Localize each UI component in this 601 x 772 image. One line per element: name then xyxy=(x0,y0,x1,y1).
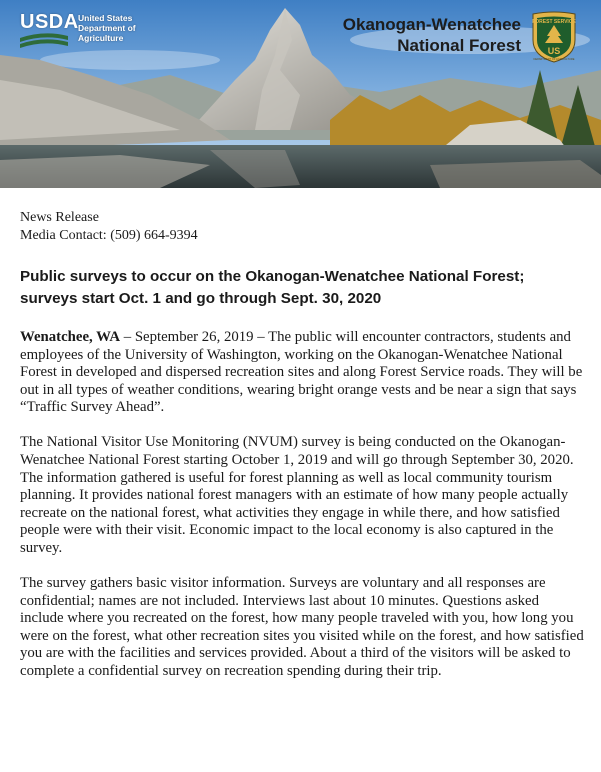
usda-department-name: United States Department of Agriculture xyxy=(78,13,136,43)
forest-service-shield-icon xyxy=(529,10,579,64)
forest-name-line1: Okanogan-Wenatchee xyxy=(342,15,521,34)
paragraph-3: The survey gathers basic visitor information. Surveys are voluntary and all responses are confidential; names are not included. Interviews last about 10 minutes. Questions asked include where you recreated on the forest, how many people traveled with you, how long you were on the forest, what other recreation sites you visited while on the forest, and how satisfied you are with the facilities and services provided. About a third of the visitors will be asked to complete a confidential survey on recreation spending during their trip. xyxy=(20,574,584,679)
article-body xyxy=(20,329,585,698)
release-type: News Release xyxy=(20,210,99,225)
release-header xyxy=(20,209,198,245)
shield-bottom-text: DEPARTMENT OF AGRICULTURE xyxy=(533,58,575,61)
dateline: Wenatchee, WA xyxy=(20,329,121,345)
paragraph-2: The National Visitor Use Monitoring (NVUM) survey is being conducted on the Okanogan-Wenatchee National Forest starting October 1, 2019 and will go through September 30, 2020. The information gathered is useful for forest planning as well as local community tourism planning. It provides national forest managers with an estimate of how many people actually recreate on the national forest, what activities they engage in while there, and how satisfied people were with their visit. Economic impact to the local economy is also captured in the survey. xyxy=(20,434,574,556)
shield-top-text: FOREST SERVICE xyxy=(532,19,576,25)
headline: Public surveys to occur on the Okanogan-Wenatchee National Forest; surveys start Oct. 1 and go through Sept. 30, 2020 xyxy=(20,268,525,307)
header-banner xyxy=(0,0,601,188)
paragraph-1 xyxy=(20,329,585,417)
forest-name xyxy=(343,14,521,56)
usda-wordmark: USDA xyxy=(20,11,79,33)
media-contact: Media Contact: (509) 664-9394 xyxy=(20,228,198,243)
paragraph-1-text: – September 26, 2019 – The public will encounter contractors, students and employees of the University of Washington, working on the Okanogan-Wenatchee National Forest in developed and dispersed recreation sites and along Forest Service roads. They will be out in all types of weather conditions, wearing bright orange vests and be near a sign that says “Traffic Survey Ahead”. xyxy=(20,329,583,416)
forest-name-line2: National Forest xyxy=(397,36,521,55)
shield-letters: US xyxy=(547,46,561,56)
usda-hills-logo-icon xyxy=(20,30,68,64)
